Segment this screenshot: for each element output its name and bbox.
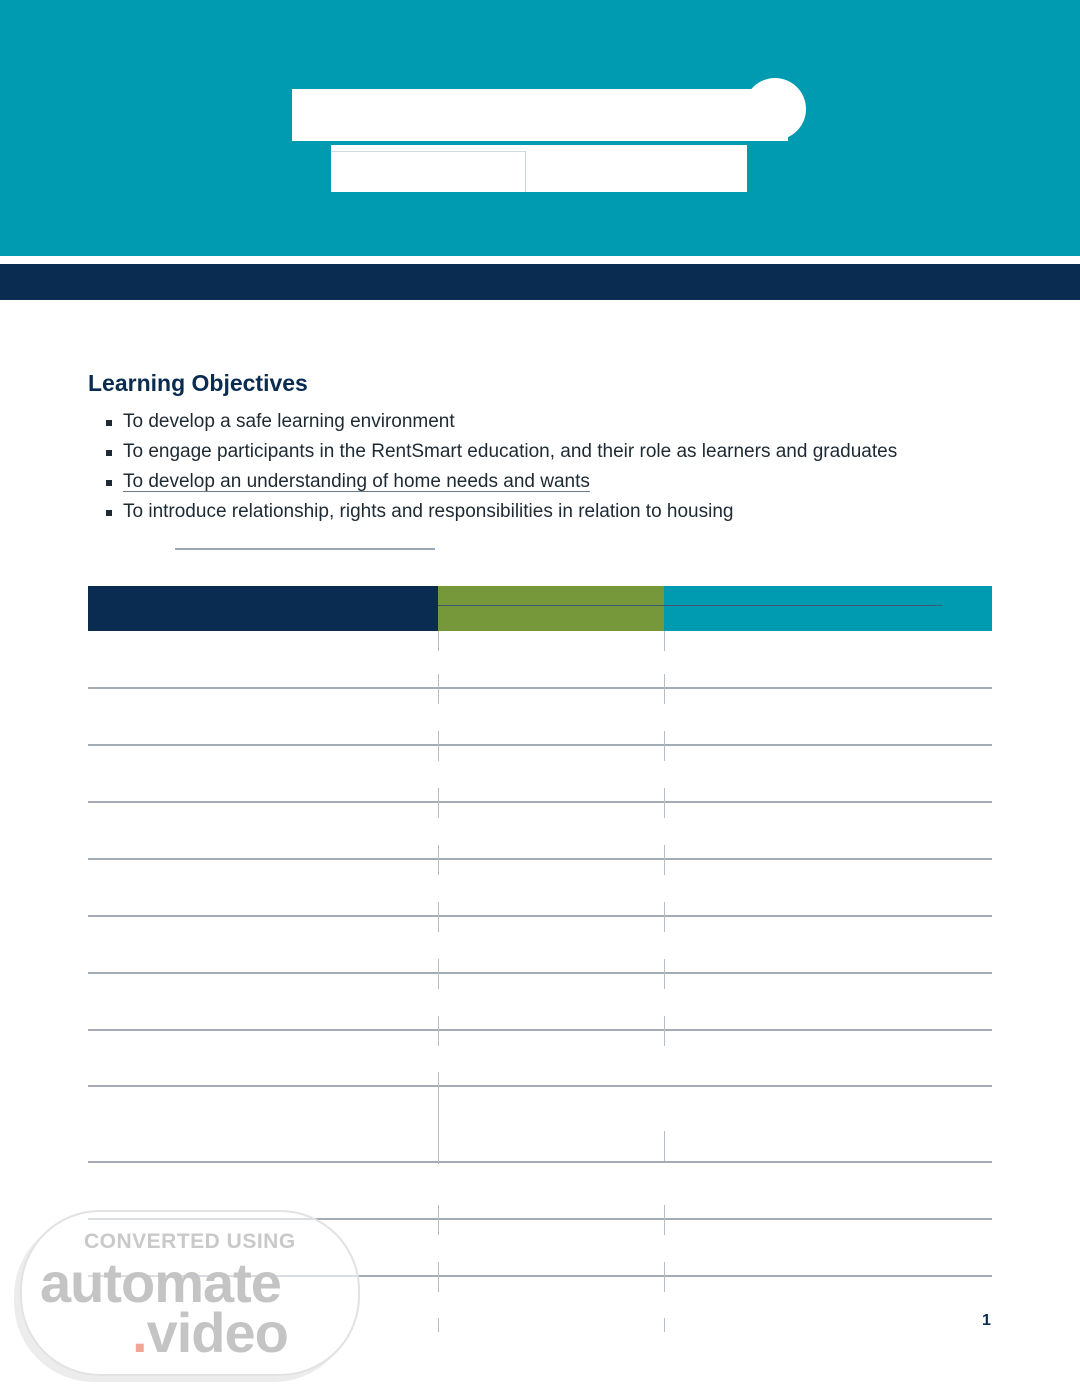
column-divider: [438, 788, 439, 818]
column-divider: [438, 1016, 439, 1046]
table-row: [88, 858, 992, 860]
column-divider: [438, 959, 439, 989]
square-bullet-icon: [106, 420, 112, 426]
watermark-badge: [20, 1210, 360, 1376]
table-row: [88, 801, 992, 803]
table-header-cell: [88, 586, 438, 631]
column-divider: [664, 902, 665, 932]
column-divider: [664, 1205, 665, 1235]
section-rule: [175, 548, 435, 550]
square-bullet-icon: [106, 480, 112, 486]
objectives-list: [106, 409, 897, 529]
watermark-caption: CONVERTED USING: [84, 1230, 296, 1253]
column-divider: [438, 845, 439, 875]
title-circle-shape: [744, 78, 806, 140]
table-row: [88, 1161, 992, 1163]
section-heading: Learning Objectives: [88, 370, 308, 396]
column-divider: [438, 1205, 439, 1235]
column-divider: [664, 959, 665, 989]
column-divider: [438, 731, 439, 761]
column-divider: [438, 674, 439, 704]
watermark-brand: automate: [40, 1251, 281, 1314]
table-header-line: [438, 605, 942, 606]
column-divider: [664, 1318, 665, 1332]
watermark-dot: .: [132, 1301, 147, 1364]
watermark-suffix-text: video: [146, 1301, 288, 1364]
objective-text: To engage participants in the RentSmart education, and their role as learners and graduates: [123, 441, 898, 462]
table-row: [88, 744, 992, 746]
objective-text: To introduce relationship, rights and responsibilities in relation to housing: [123, 501, 734, 522]
table-row: [88, 687, 992, 689]
title-placeholder-box: [292, 89, 788, 141]
column-divider: [664, 1016, 665, 1046]
objective-text: To develop a safe learning environment: [123, 411, 455, 432]
subtitle-box-divider: [525, 151, 526, 192]
column-divider: [438, 902, 439, 932]
watermark-brand-suffix: [132, 1300, 288, 1365]
subtitle-box-line: [331, 151, 526, 152]
column-divider: [664, 845, 665, 875]
square-bullet-icon: [106, 510, 112, 516]
column-divider: [664, 674, 665, 704]
table-row: [88, 972, 992, 974]
column-divider: [664, 788, 665, 818]
page-number: 1: [982, 1312, 991, 1329]
table-header-cell: [438, 586, 664, 631]
column-divider: [438, 1072, 439, 1164]
subtitle-placeholder-box: [331, 145, 747, 192]
table-row: [88, 1029, 992, 1031]
objective-text: To develop an understanding of home needs and wants: [123, 471, 590, 492]
table-header-cell: [664, 586, 992, 631]
table-row: [88, 1085, 992, 1087]
column-divider: [438, 1318, 439, 1332]
navy-band: [0, 264, 1080, 300]
square-bullet-icon: [106, 450, 112, 456]
list-item: [106, 439, 897, 469]
header-divider: [0, 256, 1080, 264]
column-divider: [664, 1131, 665, 1161]
column-divider: [438, 631, 439, 651]
column-divider: [664, 631, 665, 651]
column-divider: [664, 731, 665, 761]
list-item: [106, 499, 897, 529]
column-divider: [664, 1262, 665, 1292]
column-divider: [438, 1262, 439, 1292]
table-row: [88, 915, 992, 917]
list-item: [106, 469, 897, 499]
list-item: [106, 409, 897, 439]
